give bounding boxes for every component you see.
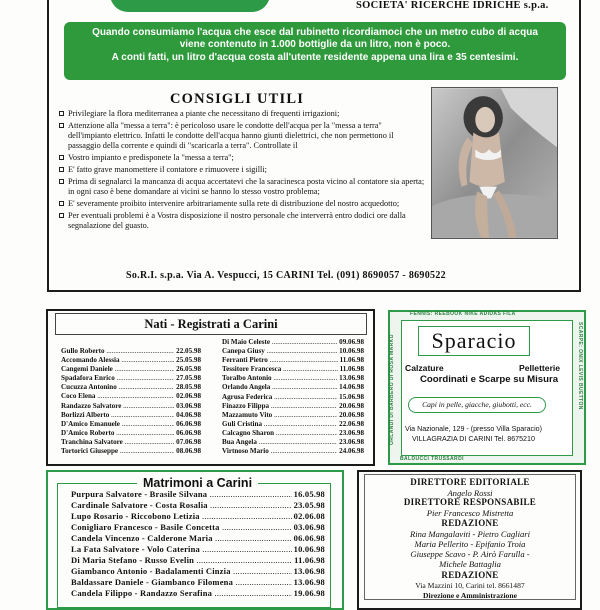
birth-name: Agrusa Federica ..... [222,393,337,402]
birth-name: Cucuzza Antonino ..... [61,383,174,392]
birth-date: 03.06.98 [176,401,201,410]
company-name: SOCIETA' RICERCHE IDRICHE s.p.a. [356,0,549,11]
sparacio-category: Calzature [405,363,444,373]
births-list-left [61,347,201,456]
birth-date: 23.06.98 [339,438,364,447]
birth-date: 15.06.98 [339,392,364,401]
birth-name: Finazzo Filippa ..... [222,402,337,411]
list-item [222,383,364,392]
list-item [222,356,364,365]
list-item [71,533,325,544]
list-item [222,438,364,447]
sparacio-brands-bottom: BALDUCCI TRUSSARDI [400,456,464,462]
list-item [222,402,364,411]
editorial-staff-label: REDAZIONE [441,518,499,528]
wedding-date: 03.06.98 [293,522,325,532]
list-item [222,420,364,429]
banner-line: viene contenuto in 1.000 bottiglie da un litro, non è poco. [179,39,451,51]
sparacio-slogan: Coordinati e Scarpe su Misura [419,374,559,385]
banner-line: Quando consumiamo l'acqua che esce dal rubinetto ricordiamoci che un metro cubo di acqua [92,27,538,38]
tip-item: E' fatto grave manomettere il contatore e rimuovere i sigilli; [59,165,425,175]
list-item [222,365,364,374]
birth-name: Spadafora Enrico ..... [61,374,174,383]
wedding-date: 13.06.98 [293,566,325,576]
list-item [71,544,325,555]
sori-address: So.R.I. s.p.a. Via A. Vespucci, 15 CARINI Tel. (091) 8690057 - 8690522 [126,270,446,281]
birth-name: Ferranti Pietro ..... [222,356,338,365]
couple-names: Conigliaro Francesco - Basile Concetta ..... [71,522,292,533]
wedding-date: 23.05.98 [293,500,325,510]
birth-name: Virtnoso Mario ..... [222,447,337,456]
birth-name: Di Maio Celeste ..... [222,338,337,347]
list-item [61,420,201,429]
couple-names: Candela Filippo - Randazzo Serafina ..... [71,588,292,599]
birth-date: 20.06.98 [339,401,364,410]
birth-date: 28.05.98 [176,383,201,392]
list-item [61,347,201,356]
birth-date: 06.06.98 [176,419,201,428]
list-item [71,500,325,511]
birth-name: Tranchina Salvatore ..... [61,438,174,447]
birth-name: Cangemi Daniele ..... [61,365,174,374]
birth-date: 02.06.98 [176,392,201,401]
birth-date: 23.06.98 [339,428,364,437]
birth-date: 06.06.98 [176,428,201,437]
list-item [61,402,201,411]
managing-director-name: Pier Francesco Mistretta [426,508,514,518]
wedding-date: 11.06.98 [294,555,325,565]
births-title: Nati - Registrati a Carini [55,313,367,335]
birth-name: Canepa Giusy ..... [222,347,337,356]
sparacio-logo: Sparacio [418,326,530,356]
list-item [71,555,325,566]
couple-names: Di Maria Stefano - Russo Evelin ..... [71,555,292,566]
birth-name: Guli Cristina ..... [222,420,337,429]
list-item [71,522,325,533]
list-item [61,383,201,392]
tip-item: Attenzione alla "messa a terra": è pericoloso usare le condotte dell'acqua per la "messa a terra" dell'impianto elettrico. Infatti le condotte dell'acqua hanno giunti dielettrici, che non permettono il passaggio della corrente e quindi di "scaricarla a terra". Controllate il [59,121,425,151]
sori-logo [110,0,270,12]
sparacio-phone: VILLAGRAZIA DI CARINI Tel. 8675210 [412,435,535,443]
birth-name: Randazzo Salvatore ..... [61,402,174,411]
birth-date: 14.06.98 [339,383,364,392]
couple-names: Cardinale Salvatore - Costa Rosalia ..... [71,500,292,511]
wedding-date: 10.06.98 [293,544,325,554]
birth-name: Bua Angela ..... [222,438,337,447]
birth-date: 11.06.98 [339,356,364,365]
list-item [222,447,364,456]
editorial-staff-names: Michele Battaglia [439,559,501,569]
birth-date: 09.06.98 [339,338,364,346]
tips-list [59,109,425,233]
birth-date: 13.06.98 [339,374,364,383]
list-item [222,347,364,356]
list-item [61,356,201,365]
editorial-staff-names: Maria Pellerito - Epifanio Troia [414,539,526,549]
birth-name: Toralbo Antonio ..... [222,374,337,383]
banner-line: A conti fatti, un litro d'acqua costa all'utente residente appena una lira e 35 centesimi. [111,51,519,63]
birth-date: 24.06.98 [339,447,364,456]
editorial-office-address: Via Mazzini 10, Carini tel. 8661487 [415,581,525,590]
editorial-office-label: REDAZIONE [441,570,499,580]
birth-date: 25.05.98 [176,356,201,365]
birth-name: Calcagno Sharon ..... [222,429,337,438]
birth-name: Mazzamuto Vito ..... [222,411,337,420]
list-item [222,411,364,420]
birth-name: D'Amico Roberto ..... [61,429,174,438]
birth-date: 04.06.98 [176,410,201,419]
list-item [71,511,325,522]
birth-date: 20.06.98 [339,410,364,419]
tip-item: Prima di segnalarci la mancanza di acqua accertatevi che la saracinesca posta vicino al contatore sia aperta; in ogni caso è bene domandare ai vicini se hanno lo stesso vostro problema; [59,177,425,197]
couple-names: Candela Vincenzo - Calderone Maria ..... [71,533,292,544]
couple-names: La Fata Salvatore - Volo Caterina ..... [71,544,292,555]
tip-item: Privilegiare la flora mediterranea a piante che necessitano di frequenti irrigazioni; [59,109,425,119]
list-item [61,429,201,438]
wedding-date: 19.06.98 [293,588,325,598]
list-item [71,566,325,577]
sparacio-brands-left: ORLANDI DI BARBERO DI ROSA MARKO [389,334,395,445]
birth-date: 11.06.98 [339,365,364,374]
list-item [61,365,201,374]
tip-item: Vostro impianto e predisponete la "messa a terra"; [59,153,425,163]
list-item [61,411,201,420]
birth-name: D'Amico Emanuele ..... [61,420,174,429]
list-item [61,438,201,447]
tips-title: CONSIGLI UTILI [170,91,305,107]
list-item [71,588,325,599]
list-item [71,489,325,500]
birth-name: Orlando Angela ..... [222,383,337,392]
couple-names: Baldassare Daniele - Giambanco Filomena ..... [71,577,292,588]
tip-item: Per eventuali problemi è a Vostra disposizione il nostro personale che interverrà entro dodici ore dalla segnalazione del guasto. [59,211,425,231]
list-item [61,374,201,383]
editorial-staff-names: Rina Mangalaviti - Pietro Cagliari [410,529,530,539]
list-item [71,577,325,588]
sparacio-address: Via Nazionale, 129 - (presso Villa Sparacio) [405,425,542,433]
managing-director-label: DIRETTORE RESPONSABILE [403,497,537,507]
birth-date: 10.06.98 [339,347,364,356]
birth-name: Gullo Roberto ..... [61,347,174,356]
weddings-title: Matrimoni a Carini [137,476,258,490]
birth-date: 07.06.98 [176,437,201,446]
birth-name: Accomando Alessia ..... [61,356,174,365]
weddings-list [71,489,325,599]
sparacio-category: Pelletterie [519,363,561,373]
water-cost-banner [64,22,566,80]
tip-item: E' severamente proibito intervenire arbitrariamente sulla rete di distribuzione del nostro acquedotto; [59,199,425,209]
sparacio-brands-right: SCARPE: ONIX LEVIS BUETTON [577,322,583,410]
wedding-date: 02.06.08 [293,511,325,521]
birth-name: Coco Elena ..... [61,392,174,401]
couple-names: Giambanco Antonio - Badalamenti Cinzia ..... [71,566,292,577]
birth-date: 22.06.98 [339,419,364,428]
model-photo [431,87,558,239]
sparacio-products: Capi in pelle, giacche, giubotti, ecc. [408,397,546,413]
birth-date: 27.05.98 [176,374,201,383]
sparacio-brands-top: FENNIS: REEBOOK NIKE ADIDAS FILA [410,311,516,317]
administration-label: Direzione e Amministrazione [423,591,517,600]
list-item [61,447,201,456]
wedding-date: 16.05.98 [293,489,325,499]
list-item [222,393,364,402]
birth-name: Tessitore Francesca ..... [222,365,338,374]
list-item [61,392,201,401]
editorial-staff-names: Giuseppe Scavo - P. Airò Farulla - [410,549,530,559]
list-item [222,374,364,383]
births-list-right [222,338,364,456]
editorial-director-name: Angelo Rossi [447,488,493,498]
list-item [222,338,364,347]
birth-date: 26.05.98 [176,365,201,374]
birth-date: 22.05.98 [176,347,201,355]
couple-names: Purpura Salvatore - Brasile Silvana ..... [71,489,292,500]
editorial-director-label: DIRETTORE EDITORIALE [410,477,530,487]
wedding-date: 13.06.98 [293,577,325,587]
wedding-date: 06.06.98 [293,533,325,543]
list-item [222,429,364,438]
couple-names: Lupo Rosario - Riccobono Letizia ..... [71,511,292,522]
birth-date: 08.06.98 [176,447,201,456]
birth-name: Tortorici Giuseppe ..... [61,447,174,456]
birth-name: Borlizzi Alberto ..... [61,411,174,420]
